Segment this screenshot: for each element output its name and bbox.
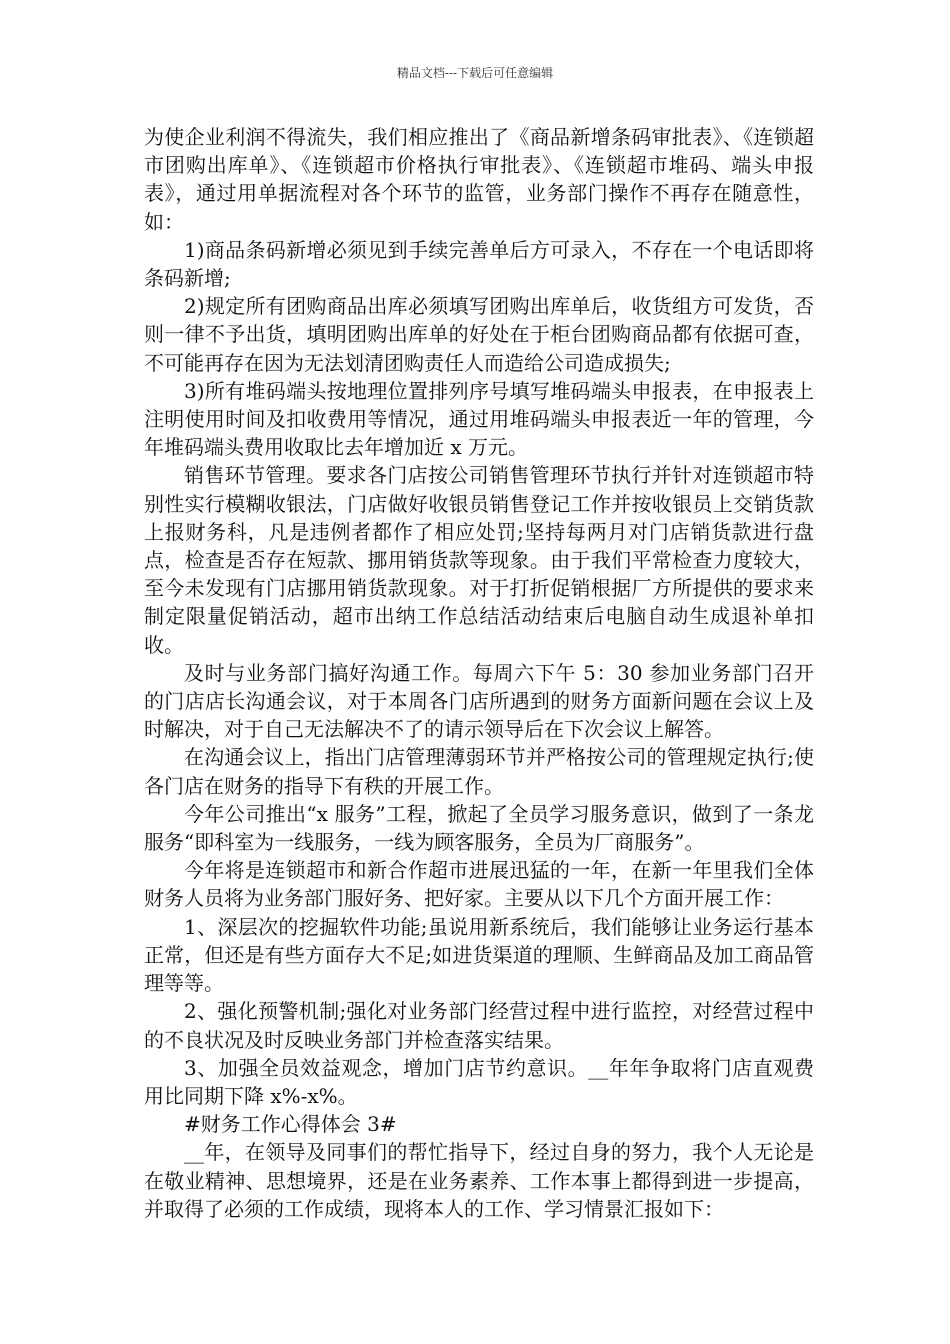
paragraph: 今年公司推出“x 服务”工程，掀起了全员学习服务意识，做到了一条龙服务“即科室为一线服务，一线为顾客服务，全员为厂商服务”。	[144, 801, 814, 855]
paragraph: 3)所有堆码端头按地理位置排列序号填写堆码端头申报表，在申报表上注明使用时间及扣收费用等情况，通过用堆码端头申报表近一年的管理，今年堆码端头费用收取比去年增加近 x 万元。	[144, 378, 814, 460]
paragraph: 3、加强全员效益观念，增加门店节约意识。__年年争取将门店直观费用比同期下降 x%-x%。	[144, 1055, 814, 1108]
paragraph: 为使企业利润不得流失，我们相应推出了《商品新增条码审批表》、《连锁超市团购出库单》、《连锁超市价格执行审批表》、《连锁超市堆码、端头申报表》，通过用单据流程对各个环节的监管，业务部门操作不再存在随意性，如：	[144, 125, 814, 234]
paragraph: 2)规定所有团购商品出库必须填写团购出库单后，收货组方可发货，否则一律不予出货，填明团购出库单的好处在于柜台团购商品都有依据可查，不可能再存在因为无法划清团购责任人而造给公司造成损失;	[144, 294, 814, 375]
paragraph: 2、强化预警机制;强化对业务部门经营过程中进行监控，对经营过程中的不良状况及时反映业务部门并检查落实结果。	[144, 999, 814, 1052]
paragraph: 1、深层次的挖掘软件功能;虽说用新系统后，我们能够让业务运行基本正常，但还是有些方面存大不足;如进货渠道的理顺、生鲜商品及加工商品管理等等。	[144, 914, 814, 996]
paragraph: 今年将是连锁超市和新合作超市进展迅猛的一年，在新一年里我们全体财务人员将为业务部门服好务、把好家。主要从以下几个方面开展工作：	[144, 858, 814, 911]
paragraph: __年，在领导及同事们的帮忙指导下，经过自身的努力，我个人无论是在敬业精神、思想境界，还是在业务素养、工作本事上都得到进一步提高，并取得了必须的工作成绩，现将本人的工作、学习情景汇报如下：	[144, 1140, 814, 1221]
paragraph: 及时与业务部门搞好沟通工作。每周六下午 5：30 参加业务部门召开的门店店长沟通会议，对于本周各门店所遇到的财务方面新问题在会议上及时解决，对于自己无法解决不了的请示领导后在下次会议上解答。	[144, 660, 814, 742]
paragraph: 销售环节管理。要求各门店按公司销售管理环节执行并针对连锁超市特别性实行模糊收银法，门店做好收银员销售登记工作并按收银员上交销货款上报财务科，凡是违例者都作了相应处罚;坚持每两月对门店销货款进行盘点，检查是否存在短款、挪用销货款等现象。由于我们平常检查力度较大，至今未发现有门店挪用销货款现象。对于打折促销根据厂方所提供的要求来制定限量促销活动，超市出纳工作总结活动结束后电脑自动生成退补单扣收。	[144, 463, 814, 657]
paragraph: 在沟通会议上，指出门店管理薄弱环节并严格按公司的管理规定执行;使各门店在财务的指导下有秩的开展工作。	[144, 745, 814, 798]
section-heading: #财务工作心得体会 3#	[184, 1112, 397, 1137]
page-header: 精品文档---下载后可任意编辑	[396, 66, 554, 80]
document-body	[144, 123, 814, 1223]
paragraph: 1)商品条码新增必须见到手续完善单后方可录入，不存在一个电话即将条码新增;	[144, 237, 814, 291]
